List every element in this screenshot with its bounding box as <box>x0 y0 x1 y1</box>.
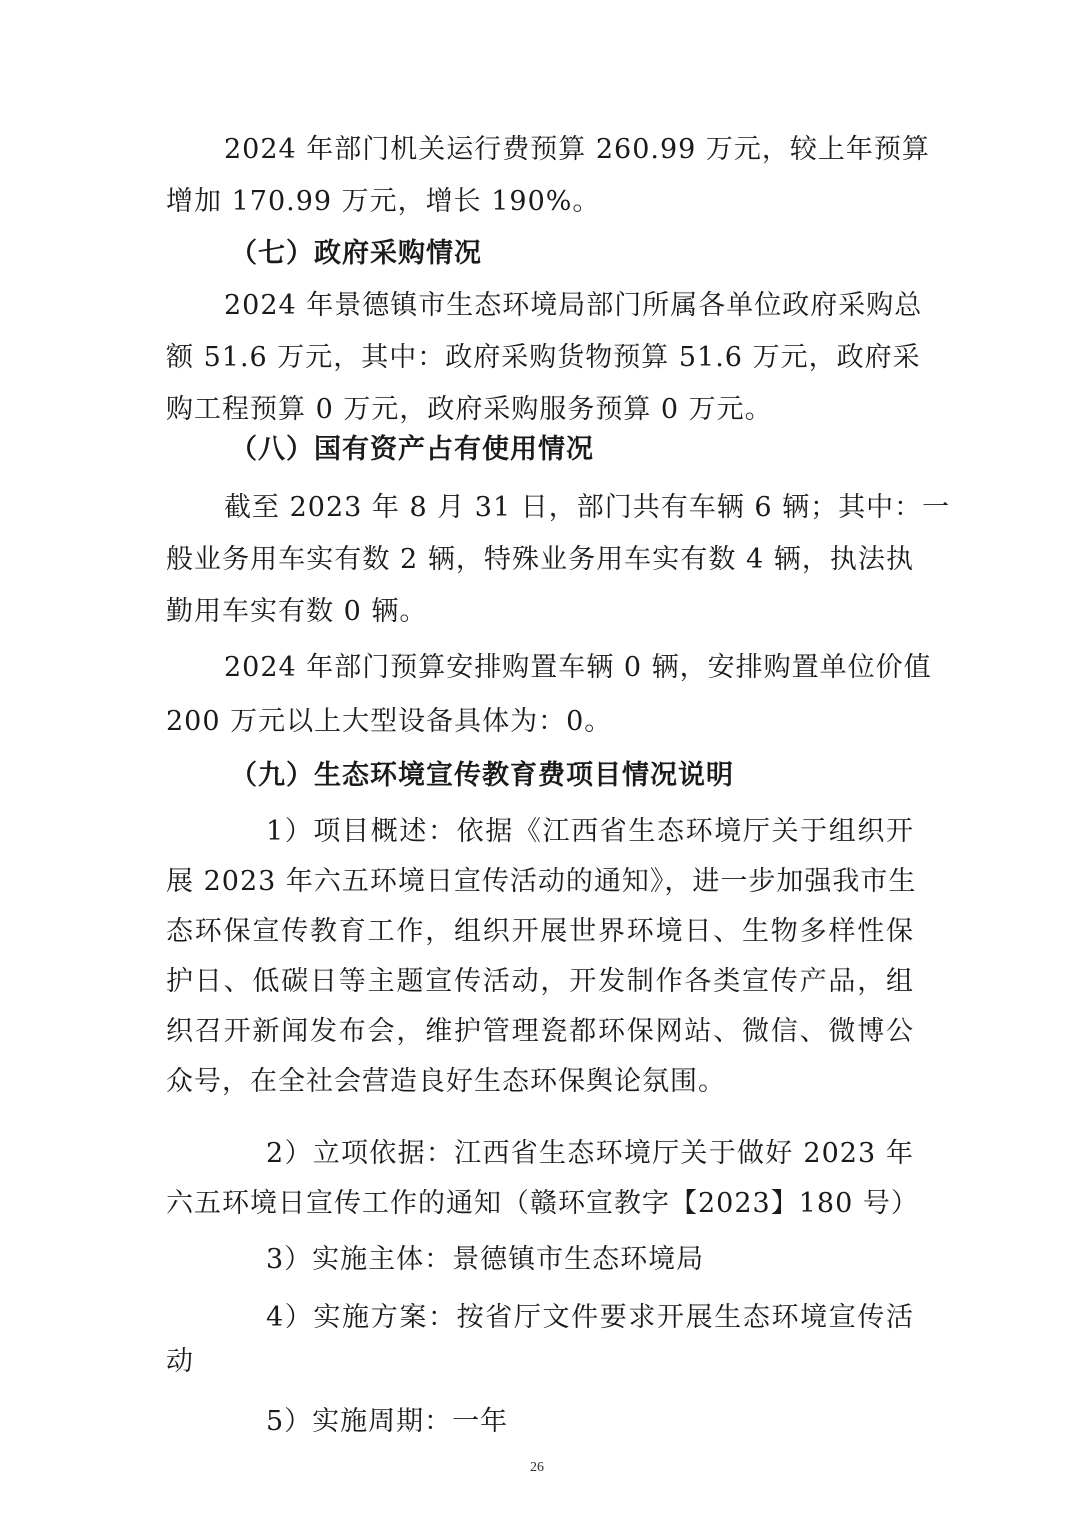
paragraph-line: 般业务用车实有数 2 辆，特殊业务用车实有数 4 辆，执法执 <box>166 544 914 575</box>
paragraph-line: 2024 年部门预算安排购置车辆 0 辆，安排购置单位价值 <box>224 652 932 683</box>
paragraph-line: 态环保宣传教育工作，组织开展世界环境日、生物多样性保 <box>166 916 914 947</box>
section-heading-7: （七）政府采购情况 <box>230 238 482 269</box>
paragraph-line: 动 <box>166 1346 194 1377</box>
section-heading-9: （九）生态环境宣传教育费项目情况说明 <box>230 760 734 791</box>
paragraph-line: 织召开新闻发布会，维护管理瓷都环保网站、微信、微博公 <box>166 1016 914 1047</box>
paragraph-line: 护日、低碳日等主题宣传活动，开发制作各类宣传产品，组 <box>166 966 914 997</box>
paragraph-line: 六五环境日宣传工作的通知（赣环宣教字【2023】180 号） <box>166 1188 919 1219</box>
paragraph-line: 众号，在全社会营造良好生态环保舆论氛围。 <box>166 1066 726 1097</box>
paragraph-line: 1）项目概述：依据《江西省生态环境厅关于组织开 <box>266 816 914 847</box>
paragraph-line: 200 万元以上大型设备具体为：0。 <box>166 706 613 737</box>
paragraph-line: 额 51.6 万元，其中：政府采购货物预算 51.6 万元，政府采 <box>166 342 921 373</box>
paragraph-line: 2）立项依据：江西省生态环境厅关于做好 2023 年 <box>266 1138 914 1169</box>
paragraph-line: 勤用车实有数 0 辆。 <box>166 596 428 627</box>
section-heading-8: （八）国有资产占有使用情况 <box>230 434 594 465</box>
paragraph-line: 增加 170.99 万元，增长 190%。 <box>166 186 601 217</box>
paragraph-line: 展 2023 年六五环境日宣传活动的通知》，进一步加强我市生 <box>166 866 917 897</box>
page-number: 26 <box>530 1460 544 1475</box>
paragraph-line: 5）实施周期：一年 <box>266 1406 509 1437</box>
paragraph-line: 3）实施主体：景德镇市生态环境局 <box>266 1244 705 1275</box>
paragraph-line: 2024 年部门机关运行费预算 260.99 万元，较上年预算 <box>224 134 930 165</box>
paragraph-line: 购工程预算 0 万元，政府采购服务预算 0 万元。 <box>166 394 773 425</box>
paragraph-line: 4）实施方案：按省厅文件要求开展生态环境宣传活 <box>266 1302 914 1333</box>
paragraph-line: 截至 2023 年 8 月 31 日，部门共有车辆 6 辆；其中：一 <box>224 492 951 523</box>
paragraph-line: 2024 年景德镇市生态环境局部门所属各单位政府采购总 <box>224 290 923 321</box>
